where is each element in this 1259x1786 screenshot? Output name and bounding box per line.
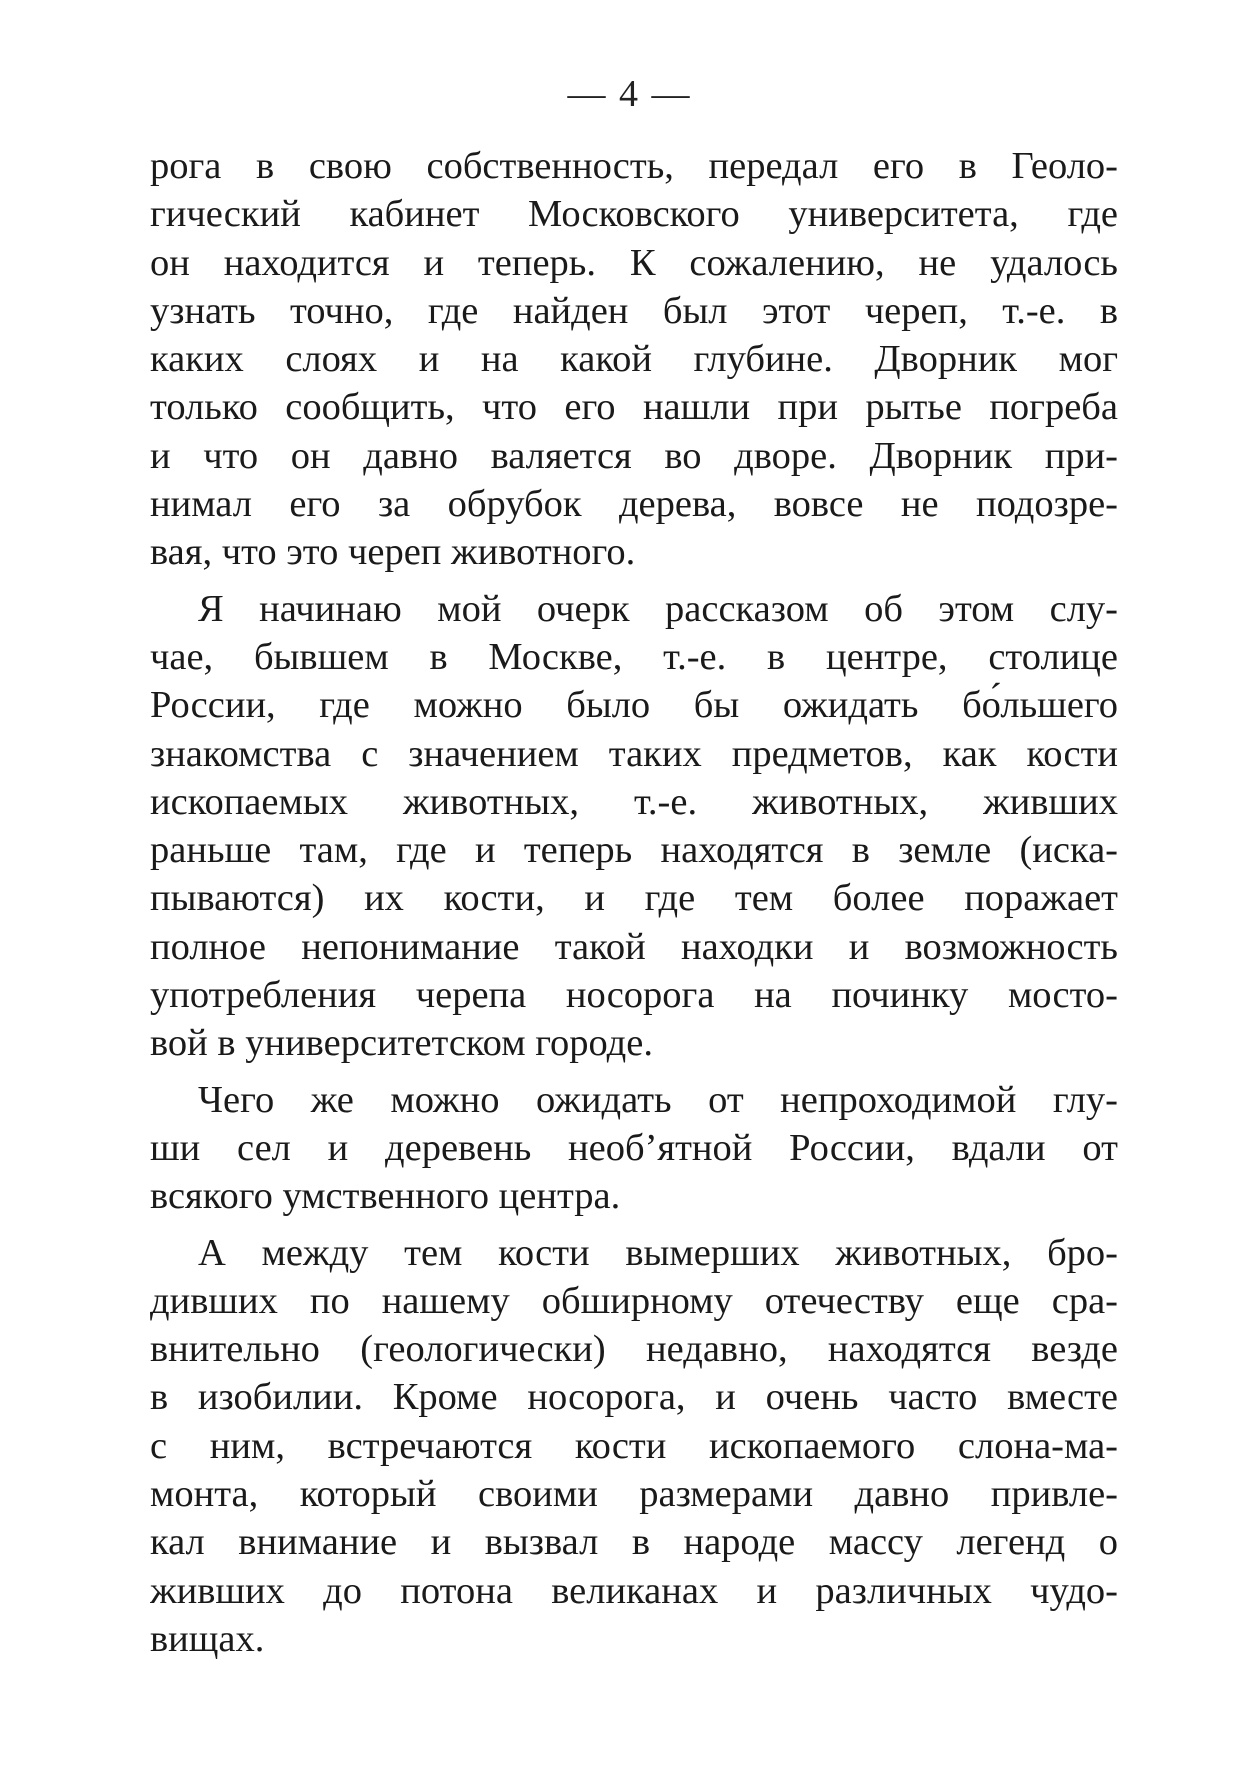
text-line: России, где можно было бы ожидать бо́льшего bbox=[150, 684, 1118, 727]
text-line: монта, который своими размерами давно привле- bbox=[150, 1473, 1118, 1516]
paragraph-3 bbox=[150, 1076, 1118, 1221]
text-line: он находится и теперь. К сожалению, не удалось bbox=[150, 241, 1118, 284]
text-line: вая, что это череп животного. bbox=[150, 531, 636, 574]
text-line: гический кабинет Московского университета, где bbox=[150, 193, 1118, 236]
text-line: только сообщить, что его нашли при рытье погреба bbox=[150, 386, 1118, 429]
text-line: пываются) их кости, и где тем более поражает bbox=[150, 877, 1118, 920]
text-line: знакомства с значением таких предметов, как кости bbox=[150, 732, 1118, 775]
text-line: А между тем кости вымерших животных, бро- bbox=[198, 1231, 1118, 1274]
page-number: — 4 — bbox=[567, 73, 692, 115]
body-text bbox=[150, 142, 1118, 1663]
text-line: ископаемых животных, т.-е. животных, живших bbox=[150, 780, 1118, 823]
text-line: Я начинаю мой очерк рассказом об этом слу- bbox=[198, 587, 1118, 630]
text-line: полное непонимание такой находки и возможность bbox=[150, 925, 1118, 968]
text-line: употребления черепа носорога на починку мосто- bbox=[150, 974, 1118, 1017]
text-line: раньше там, где и теперь находятся в земле (иска- bbox=[150, 829, 1118, 872]
paragraph-4 bbox=[150, 1229, 1118, 1664]
text-line: рога в свою собственность, передал его в Геоло- bbox=[150, 145, 1118, 187]
text-line: всякого умственного центра. bbox=[150, 1175, 621, 1218]
text-line: дивших по нашему обширному отечеству еще сра- bbox=[150, 1279, 1118, 1322]
paragraph-1 bbox=[150, 142, 1118, 577]
text-line: вой в университетском городе. bbox=[150, 1022, 653, 1065]
text-line: нимал его за обрубок дерева, вовсе не подозре- bbox=[150, 483, 1118, 526]
text-line: чае, бывшем в Москве, т.-е. в центре, столице bbox=[150, 635, 1118, 678]
text-line: каких слоях и на какой глубине. Дворник мог bbox=[150, 338, 1118, 381]
text-line: и что он давно валяется во дворе. Дворник при- bbox=[150, 434, 1118, 477]
text-line: внительно (геологически) недавно, находятся везде bbox=[150, 1328, 1118, 1371]
text-line: ши сел и деревень необ’ятной России, вдали от bbox=[150, 1126, 1118, 1169]
text-line: живших до потона великанах и различных чудо- bbox=[150, 1569, 1118, 1612]
paragraph-2 bbox=[150, 585, 1118, 1068]
text-line: вищах. bbox=[150, 1617, 265, 1660]
text-line: с ним, встречаются кости ископаемого слона-ма- bbox=[150, 1424, 1118, 1467]
text-line: узнать точно, где найден был этот череп, т.-е. в bbox=[150, 289, 1118, 332]
text-line: Чего же можно ожидать от непроходимой глу- bbox=[198, 1078, 1118, 1121]
text-line: кал внимание и вызвал в народе массу легенд о bbox=[150, 1521, 1118, 1564]
text-line: в изобилии. Кроме носорога, и очень часто вместе bbox=[150, 1376, 1118, 1419]
